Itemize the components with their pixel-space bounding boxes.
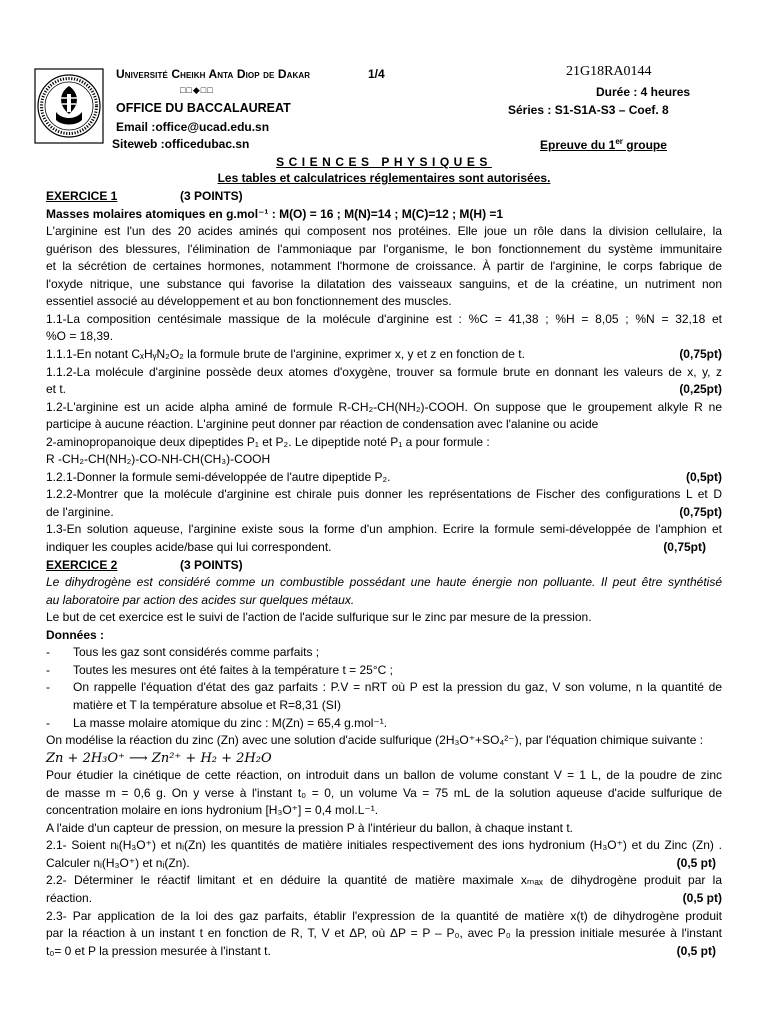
text-line: A l'aide d'un capteur de pression, on mesure la pression P à l'intérieur du ballon, à chaque instant t.: [46, 820, 573, 835]
text-line: par la réaction à un instant t en fonction de R, T, V et ΔP, où ΔP = P – P₀, avec P₀ la pression initiale mesurée à l'instant: [46, 926, 722, 941]
text-line: 2-aminopropanoique deux dipeptides P₁ et P₂. Le dipeptide noté P₁ a pour formule :: [46, 434, 490, 449]
text-line: indiquer les couples acide/base qui lui correspondent. (0,75pt): [46, 540, 706, 554]
bold-text-line: Masses molaires atomiques en g.mol⁻¹ : M(O) = 16 ; M(N)=14 ; M(C)=12 ; M(H) =1: [46, 206, 504, 221]
question-points: (0,75pt): [679, 504, 722, 519]
question-points: (0,5pt): [686, 469, 722, 484]
exercise-title: EXERCICE 2: [46, 557, 118, 572]
bullet-marker: -: [46, 680, 50, 695]
bold-text-line: Données :: [46, 627, 105, 642]
data-bullet: - Tous les gaz sont considérés comme parfaits ;: [46, 645, 320, 660]
text-line: concentration molaire en ions hydronium [H₃O⁺] = 0,4 mol.L⁻¹.: [46, 803, 379, 818]
text-line: guérison des blessures, l'élimination de l'ammoniaque par l'organisme, le bon fonctionnement du système immunitaire: [46, 241, 722, 256]
office-name: OFFICE DU BACCALAUREAT: [116, 101, 291, 115]
exercise-heading: [46, 557, 722, 574]
university-name: Université Cheikh Anta Diop de Dakar: [116, 67, 311, 81]
chemical-equation: Zn + 2H₃O⁺ ⟶ Zn²⁺ + H₂ + 2H₂O: [46, 750, 272, 766]
text-line: 2.1- Soient nᵢ(H₃O⁺) et nᵢ(Zn) les quantités de matière initiales respectivement des ions hydronium (H₃O⁺) et du Zinc (Zn) .: [46, 838, 722, 853]
text-line: de l'arginine. (0,75pt): [46, 504, 722, 519]
exam-series: Séries : S1-S1A-S3 – Coef. 8: [508, 103, 669, 117]
page-number: 1/4: [368, 67, 385, 81]
text-line: Le but de cet exercice est le suivi de l'action de l'acide sulfurique sur le zinc par mesure de la pression.: [46, 610, 592, 625]
text-line: 1.1.1-En notant CₓHᵧN₂O₂ la formule brute de l'arginine, exprimer x, y et z en fonction de t. (0,75pt): [46, 346, 722, 361]
text-line: 1.1.2-La molécule d'arginine possède deux atomes d'oxygène, trouver sa formule brute en donnant les valeurs de x, y, z: [46, 364, 722, 379]
text-line: participe à aucune réaction. L'arginine peut donner par réaction de condensation avec l'alanine ou acide: [46, 417, 599, 432]
header-decoration: □□◆□□: [180, 85, 214, 95]
data-bullet: - La masse molaire atomique du zinc : M(Zn) = 65,4 g.mol⁻¹.: [46, 715, 388, 730]
text-line: et la sécrétion de certaines hormones, notamment l'hormone de croissance. À partir de l'arginine, le corps fabrique de: [46, 259, 722, 274]
text-line: 2.2- Déterminer le réactif limitant et en déduire la quantité de matière maximale xₘₐₓ de dihydrogène produit par la: [46, 873, 722, 888]
text-line: et t. (0,25pt): [46, 382, 722, 397]
office-website: Siteweb :officedubac.sn: [112, 137, 250, 151]
text-line: 1.3-En solution aqueuse, l'arginine existe sous la forme d'un amphion. Ecrire la formule semi-développée de l'amphion et: [46, 522, 722, 537]
calculator-notice: Les tables et calculatrices réglementaires sont autorisées.: [217, 171, 551, 185]
exercise-heading: [46, 188, 722, 205]
question-points: (0,75pt): [679, 346, 722, 361]
subject-title: SCIENCES PHYSIQUES: [276, 155, 492, 169]
question-points: (0,5 pt): [676, 943, 716, 958]
exercise-points: (3 POINTS): [180, 557, 243, 572]
text-line: 2.3- Par application de la loi des gaz parfaits, établir l'expression de la quantité de matière x(t) de dihydrogène produit: [46, 908, 722, 923]
data-bullet: - Toutes les mesures ont été faites à la température t = 25°C ;: [46, 662, 393, 677]
text-line: %O = 18,39.: [46, 329, 114, 344]
intro-line: Le dihydrogène est considéré comme un combustible possédant une haute énergie non polluante. Il peut être synthétisé: [46, 575, 722, 590]
text-line: 1.2.1-Donner la formule semi-développée de l'autre dipeptide P₂. (0,5pt): [46, 469, 722, 484]
exam-code: 21G18RA0144: [566, 64, 652, 79]
text-line: réaction. (0,5 pt): [46, 891, 722, 905]
bullet-marker: -: [46, 715, 50, 730]
text-line: Calculer nᵢ(H₃O⁺) et nᵢ(Zn). (0,5 pt): [46, 855, 716, 870]
question-points: (0,75pt): [663, 540, 706, 554]
bullet-marker: -: [46, 645, 50, 660]
text-line: 1.2-L'arginine est un acide alpha aminé de formule R-CH₂-CH(NH₂)-COOH. On suppose que le groupement alkyle R ne: [46, 399, 722, 414]
text-line: t₀= 0 et P la pression mesurée à l'instant t. (0,5 pt): [46, 943, 716, 958]
text-line: R -CH₂-CH(NH₂)-CO-NH-CH(CH₃)-COOH: [46, 452, 271, 467]
data-bullet-continuation: matière et T la température absolue et R=8,31 (SI): [73, 697, 342, 712]
text-line: On modélise la réaction du zinc (Zn) avec une solution d'acide sulfurique (2H₃O⁺+SO₄²⁻), par l'équation chimique suivante :: [46, 733, 704, 748]
exam-duration: Durée : 4 heures: [596, 85, 691, 99]
question-points: (0,25pt): [679, 382, 722, 397]
text-line: 1.1-La composition centésimale massique de la molécule d'arginine est : %C = 41,38 ; %H = 8,05 ; %N = 32,18 et: [46, 311, 722, 326]
data-bullet: - On rappelle l'équation d'état des gaz parfaits : P.V = nRT où P est la pression du gaz, V son volume, n la quantité de: [46, 680, 722, 695]
exercise-points: (3 POINTS): [180, 189, 243, 203]
text-line: essentiel associé au développement et au bon fonctionnement des muscles.: [46, 294, 452, 309]
text-line: Pour étudier la cinétique de cette réaction, on introduit dans un ballon de volume constant V = 1 L, de la poudre de zinc: [46, 768, 722, 783]
question-points: (0,5 pt): [676, 855, 716, 870]
text-line: de masse m = 0,6 g. On y verse à l'instant t₀ = 0, un volume Va = 75 mL de la solution aqueuse d'acide sulfurique de: [46, 785, 722, 800]
question-points: (0,5 pt): [682, 891, 722, 905]
bullet-marker: -: [46, 662, 50, 677]
text-line: l'oxyde nitrique, une substance qui favorise la dilatation des vaisseaux sanguins, et de la créatine, un nutriment non: [46, 276, 722, 291]
exam-group: Epreuve du 1er groupe: [540, 137, 667, 152]
intro-line: au laboratoire par action des acides sur quelques métaux.: [46, 592, 355, 607]
text-line: 1.2.2-Montrer que la molécule d'arginine est chirale puis donner les représentations de Fischer des configurations L et D: [46, 487, 722, 502]
exercise-title: EXERCICE 1: [46, 189, 118, 203]
office-email: Email :office@ucad.edu.sn: [116, 120, 270, 134]
ucad-seal-logo: [34, 68, 104, 144]
text-line: L'arginine est l'un des 20 acides aminés qui composent nos protéines. Elle joue un rôle dans la division cellulaire, la: [46, 224, 722, 239]
